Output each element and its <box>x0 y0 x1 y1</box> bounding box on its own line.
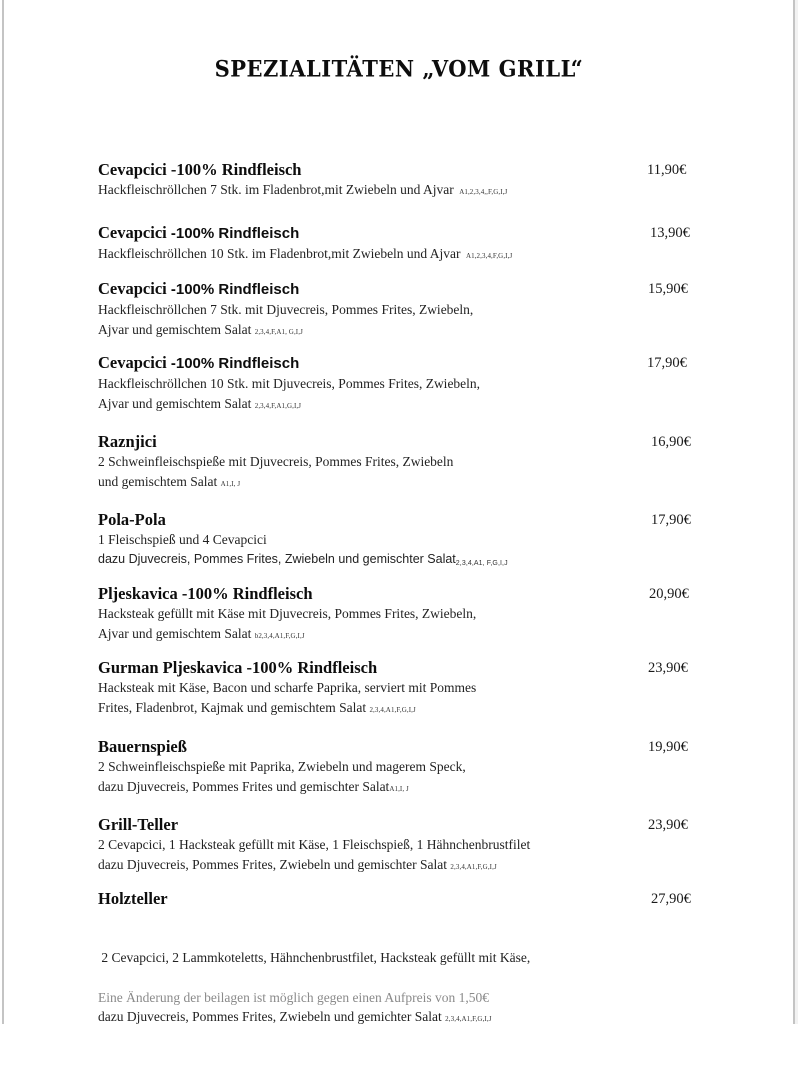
menu-item-cevapcici-10-fladenbrot <box>98 223 718 267</box>
item-name-part: Cevapcici <box>98 353 171 372</box>
item-description-line: 2 Cevapcici, 2 Lammkoteletts, Hähnchenbrustfilet, Hacksteak gefüllt mit Käse, <box>98 950 531 965</box>
item-price: 23,90€ <box>648 660 688 676</box>
allergen-codes: 2,3,4,F,A1, G,I,J <box>254 327 303 336</box>
item-description-line: Hackfleischröllchen 10 Stk. im Fladenbrot,mit Zwiebeln und Ajvar <box>98 246 461 261</box>
item-name <box>98 223 718 244</box>
allergen-codes: b2,3,4,A1,F,G,I,J <box>254 631 305 640</box>
item-name: Cevapcici -100% Rindfleisch <box>98 160 302 179</box>
item-name-part: -100% Rindfleisch <box>170 281 300 298</box>
menu-item-pljeskavica <box>98 584 718 646</box>
menu-item-gurman-pljeskavica <box>98 658 718 720</box>
item-price: 15,90€ <box>648 281 688 297</box>
menu-item-raznjici <box>98 432 718 494</box>
item-description <box>98 300 718 342</box>
item-name: Pljeskavica -100% Rindfleisch <box>98 584 313 603</box>
item-name: Bauernspieß <box>98 737 187 756</box>
page-border-left <box>2 0 4 1024</box>
side-dish-surcharge-note: Eine Änderung der beilagen ist möglich gegen einen Aufpreis von 1,50€ <box>98 990 490 1005</box>
item-description <box>98 909 718 1068</box>
menu-item-holzteller <box>98 889 718 1068</box>
menu-item-cevapcici-7-fladenbrot <box>98 160 718 203</box>
item-name: Raznjici <box>98 432 157 451</box>
item-name-part: Cevapcici <box>98 279 171 298</box>
item-price: 20,90€ <box>649 586 689 602</box>
menu-item-cevapcici-10-djuvecreis <box>98 353 718 416</box>
menu-item-pola-pola <box>98 510 718 573</box>
item-name-part: -100% Rindfleisch <box>170 225 300 242</box>
item-description-line: Hackfleischröllchen 7 Stk. im Fladenbrot,mit Zwiebeln und Ajvar <box>98 182 454 197</box>
item-description <box>98 180 718 203</box>
item-name: Pola-Pola <box>98 510 166 529</box>
item-description <box>98 835 718 877</box>
item-description-line: 2 Schweinfleischspieße mit Djuvecreis, Pommes Frites, Zwiebeln <box>98 454 454 469</box>
item-description <box>98 678 718 720</box>
item-description-line: Ajvar und gemischtem Salat 2,3,4,F,A1, G,I,J <box>98 321 303 337</box>
allergen-codes: 2,3,4,A1,F,G,I,J <box>369 705 416 714</box>
item-price: 19,90€ <box>648 739 688 755</box>
item-description-line: 2 Cevapcici, 1 Hacksteak gefüllt mit Käse, 1 Fleischspieß, 1 Hähnchenbrustfilet <box>98 837 531 852</box>
item-description-line: Ajvar und gemischtem Salat b2,3,4,A1,F,G,I,J <box>98 625 305 641</box>
item-price: 17,90€ <box>651 512 691 528</box>
item-description-line: 1 Fleischspieß und 4 Cevapcici <box>98 532 267 547</box>
allergen-codes: A1,2,3,4,,F,G,I,J <box>459 188 508 196</box>
item-description-line: dazu Djuvecreis, Pommes Frites, Zwiebeln und gemischter Salat 2,3,4,A1,F,G,I,J <box>98 856 497 872</box>
item-price: 23,90€ <box>648 817 688 833</box>
menu-item-bauernspiess <box>98 737 718 799</box>
item-description-line: dazu Djuvecreis, Pommes Frites, Zwiebeln und gemischter Salat$_{2,3,4,A1, F,G,I,J}$ <box>98 551 508 567</box>
item-description <box>98 604 718 646</box>
item-description-line: und gemischtem Salat A1,I, J <box>98 473 241 489</box>
allergen-codes: A1,2,3,4,F,G,I,J <box>465 252 513 260</box>
item-name: Grill-Teller <box>98 815 179 834</box>
item-name-part: -100% Rindfleisch <box>170 355 300 372</box>
item-description <box>98 244 718 267</box>
menu-item-grill-teller <box>98 815 718 877</box>
item-description-line: Hackfleischröllchen 7 Stk. mit Djuvecreis, Pommes Frites, Zwiebeln, <box>98 302 474 317</box>
item-name <box>98 279 718 300</box>
item-description <box>98 757 718 799</box>
item-description-line: Frites, Fladenbrot, Kajmak und gemischtem Salat 2,3,4,A1,F,G,I,J <box>98 699 416 715</box>
item-name: Holzteller <box>98 889 168 908</box>
allergen-codes: A1,I, J <box>220 479 241 488</box>
item-description <box>98 530 718 573</box>
item-description-line: Hackfleischröllchen 10 Stk. mit Djuvecreis, Pommes Frites, Zwiebeln, <box>98 376 481 391</box>
item-price: 27,90€ <box>651 891 691 907</box>
item-description-line: Hacksteak mit Käse, Bacon und scharfe Paprika, serviert mit Pommes <box>98 680 477 695</box>
item-name: Gurman Pljeskavica -100% Rindfleisch <box>98 658 378 677</box>
item-price: 13,90€ <box>650 225 690 241</box>
allergen-codes: 2,3,4,A1,F,G,I,J <box>450 862 497 871</box>
item-price: 17,90€ <box>647 355 687 371</box>
allergen-codes: 2,3,4,A1, F,G,I,J <box>455 559 508 567</box>
item-price: 16,90€ <box>651 434 691 450</box>
allergen-codes: 2,3,4,A1,F,G,I,J <box>445 1014 492 1023</box>
item-description-line: Ajvar und gemischtem Salat 2,3,4,F,A1,G,I,J <box>98 395 302 411</box>
item-description-line: dazu Djuvecreis, Pommes Frites, Zwiebeln und gemichter Salat 2,3,4,A1,F,G,I,J <box>98 1008 492 1024</box>
item-name-part: Cevapcici <box>98 223 171 242</box>
item-price: 11,90€ <box>647 162 687 178</box>
item-description-line: 2 Schweinfleischspieße mit Paprika, Zwiebeln und magerem Speck, <box>98 759 466 774</box>
menu-item-cevapcici-7-djuvecreis <box>98 279 718 342</box>
allergen-codes: 2,3,4,F,A1,G,I,J <box>254 401 302 410</box>
item-description <box>98 374 718 416</box>
item-description-line: dazu Djuvecreis, Pommes Frites und gemischter SalatA1,I, J <box>98 778 409 794</box>
page-title: SPEZIALITÄTEN „VOM GRILL“ <box>214 55 584 82</box>
item-description <box>98 452 718 494</box>
allergen-codes: A1,I, J <box>389 784 409 793</box>
item-name <box>98 353 718 374</box>
item-description-line: Hacksteak gefüllt mit Käse mit Djuvecreis, Pommes Frites, Zwiebeln, <box>98 606 477 621</box>
